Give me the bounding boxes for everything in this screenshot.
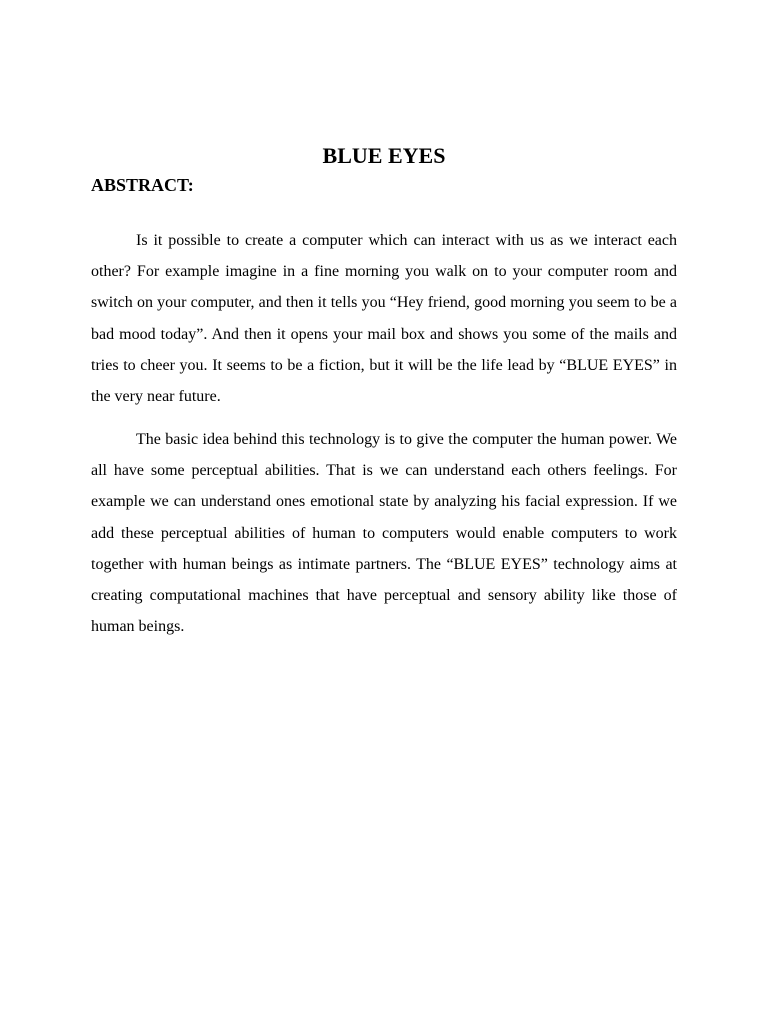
abstract-paragraph-1: Is it possible to create a computer which can interact with us as we interact each other? For example imagine in a fine morning you walk on to your computer room and switch on your computer, and then it tells you “Hey friend, good morning you seem to be a bad mood today”. And then it opens your mail box and shows you some of the mails and tries to cheer you. It seems to be a fiction, but it will be the life lead by “BLUE EYES” in the very near future. [91, 232, 677, 406]
abstract-paragraph-2: The basic idea behind this technology is to give the computer the human power. We all have some perceptual abilities. That is we can understand each others feelings. For example we can understand ones emotional state by analyzing his facial expression. If we add these perceptual abilities of human to computers would enable computers to work together with human beings as intimate partners. The “BLUE EYES” technology aims at creating computational machines that have perceptual and sensory ability like those of human beings. [91, 431, 677, 636]
page-title: BLUE EYES [322, 143, 446, 168]
section-heading-abstract: ABSTRACT: [91, 175, 194, 195]
